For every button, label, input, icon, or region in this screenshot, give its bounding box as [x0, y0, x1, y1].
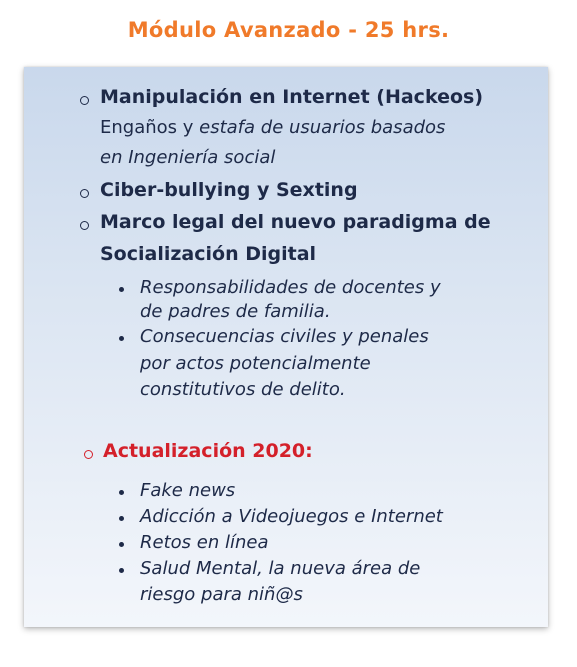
update-heading: Actualización 2020: — [103, 440, 313, 462]
hollow-circle-icon — [84, 450, 93, 459]
item-3-heading-line-1: Marco legal del nuevo paradigma de — [100, 211, 491, 233]
update-sub-2: Adicción a Videojuegos e Internet — [140, 506, 443, 527]
bullet-dot-icon — [119, 490, 124, 495]
hollow-circle-icon — [80, 96, 89, 105]
item-1-description-line-2: en Ingeniería social — [100, 147, 276, 168]
bullet-dot-icon — [119, 336, 124, 341]
module-title: Módulo Avanzado - 25 hrs. — [127, 18, 450, 42]
item-3-heading-line-2: Socialización Digital — [100, 243, 317, 265]
hollow-circle-icon — [80, 189, 89, 198]
update-sub-3: Retos en línea — [140, 532, 269, 553]
item-1-desc-italic: estafa de usuarios basados — [199, 117, 446, 138]
item-3-sub-2-line-3: constitutivos de delito. — [140, 379, 346, 400]
item-1-description-line-1 — [100, 117, 445, 138]
item-3-sub-2-line-2: por actos potencialmente — [140, 353, 371, 374]
bullet-dot-icon — [119, 568, 124, 573]
item-3-sub-2-line-1: Consecuencias civiles y penales — [140, 326, 429, 347]
item-1-heading: Manipulación en Internet (Hackeos) — [100, 86, 483, 108]
bullet-dot-icon — [119, 542, 124, 547]
update-sub-4-line-1: Salud Mental, la nueva área de — [140, 558, 421, 579]
item-3-sub-1-line-2: de padres de familia. — [140, 301, 331, 322]
update-sub-4-line-2: riesgo para niñ@s — [140, 584, 303, 605]
item-1-desc-prefix: Engaños y — [100, 117, 200, 138]
update-sub-1: Fake news — [140, 480, 236, 501]
hollow-circle-icon — [80, 221, 89, 230]
item-3-sub-1-line-1: Responsabilidades de docentes y — [140, 277, 441, 298]
bullet-dot-icon — [119, 516, 124, 521]
bullet-dot-icon — [119, 287, 124, 292]
item-2-heading: Ciber-bullying y Sexting — [100, 179, 358, 201]
